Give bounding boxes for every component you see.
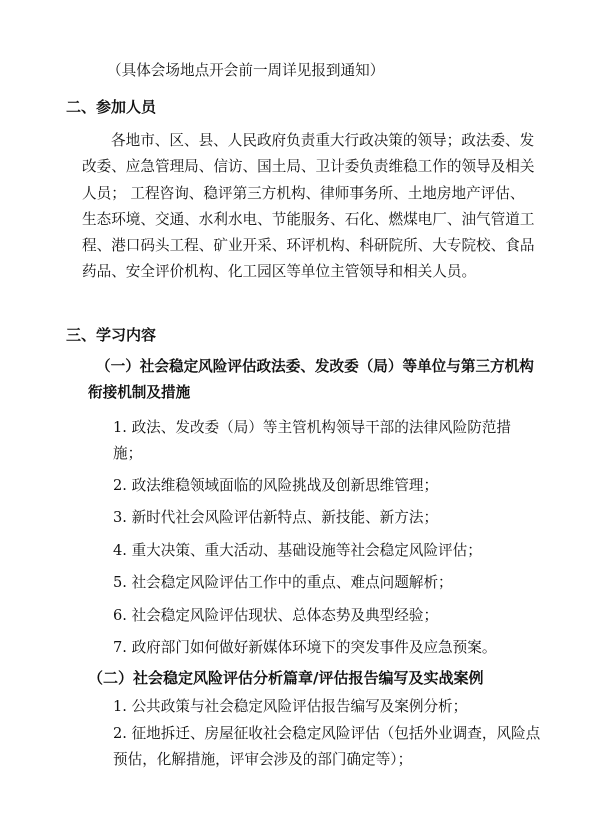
list-item: 2. 政法维稳领域面临的风险挑战及创新思维管理； [113,477,439,494]
list-item: 6. 社会稳定风险评估现状、总体态势及典型经验； [113,607,439,624]
list-item: 4. 重大决策、重大活动、基础设施等社会稳定风险评估； [113,542,482,559]
participants-paragraph: 各地市、区、县、人民政府负责重大行政决策的领导；政法委、发改委、应急管理局、信访、国土局、卫计委负责维稳工作的领导及相关人员； 工程咨询、稳评第三方机构、律师事务所、土地房地产评估、生态环境、交通、水利水电、节能服务、石化、燃煤电厂、油气管道工程、港口码头工程、矿业开采、环评机构、科研院所、大专院校、食品药品、安全评价机构、化工园区等单位主管领导和相关人员。 [82,132,535,281]
venue-notice: （具体会场地点开会前一周详见报到通知） [107,62,385,79]
list-item: 3. 新时代社会风险评估新特点、新技能、新方法； [113,509,439,526]
list-item: 5. 社会稳定风险评估工作中的重点、难点问题解析； [113,574,453,591]
list-item: 2. 征地拆迁、房屋征收社会稳定风险评估（包括外业调查，风险点预估，化解措施，评审会涉及的部门确定等）； [113,725,541,768]
list-item: 1. 政法、发改委（局）等主管机构领导干部的法律风险防范措施； [113,419,512,462]
list-item: 1. 公共政策与社会稳定风险评估报告编写及案例分析； [113,698,468,715]
section-heading-participants: 二、参加人员 [66,98,157,116]
list-item: 7. 政府部门如何做好新媒体环境下的突发事件及应急预案。 [113,639,497,656]
subsection-title-2: （二）社会稳定风险评估分析篇章/评估报告编写及实战案例 [88,669,484,687]
section-heading-content: 三、学习内容 [66,326,157,344]
subsection-title-1: （一）社会稳定风险评估政法委、发改委（局）等单位与第三方机构衔接机制及措施 [88,358,534,401]
